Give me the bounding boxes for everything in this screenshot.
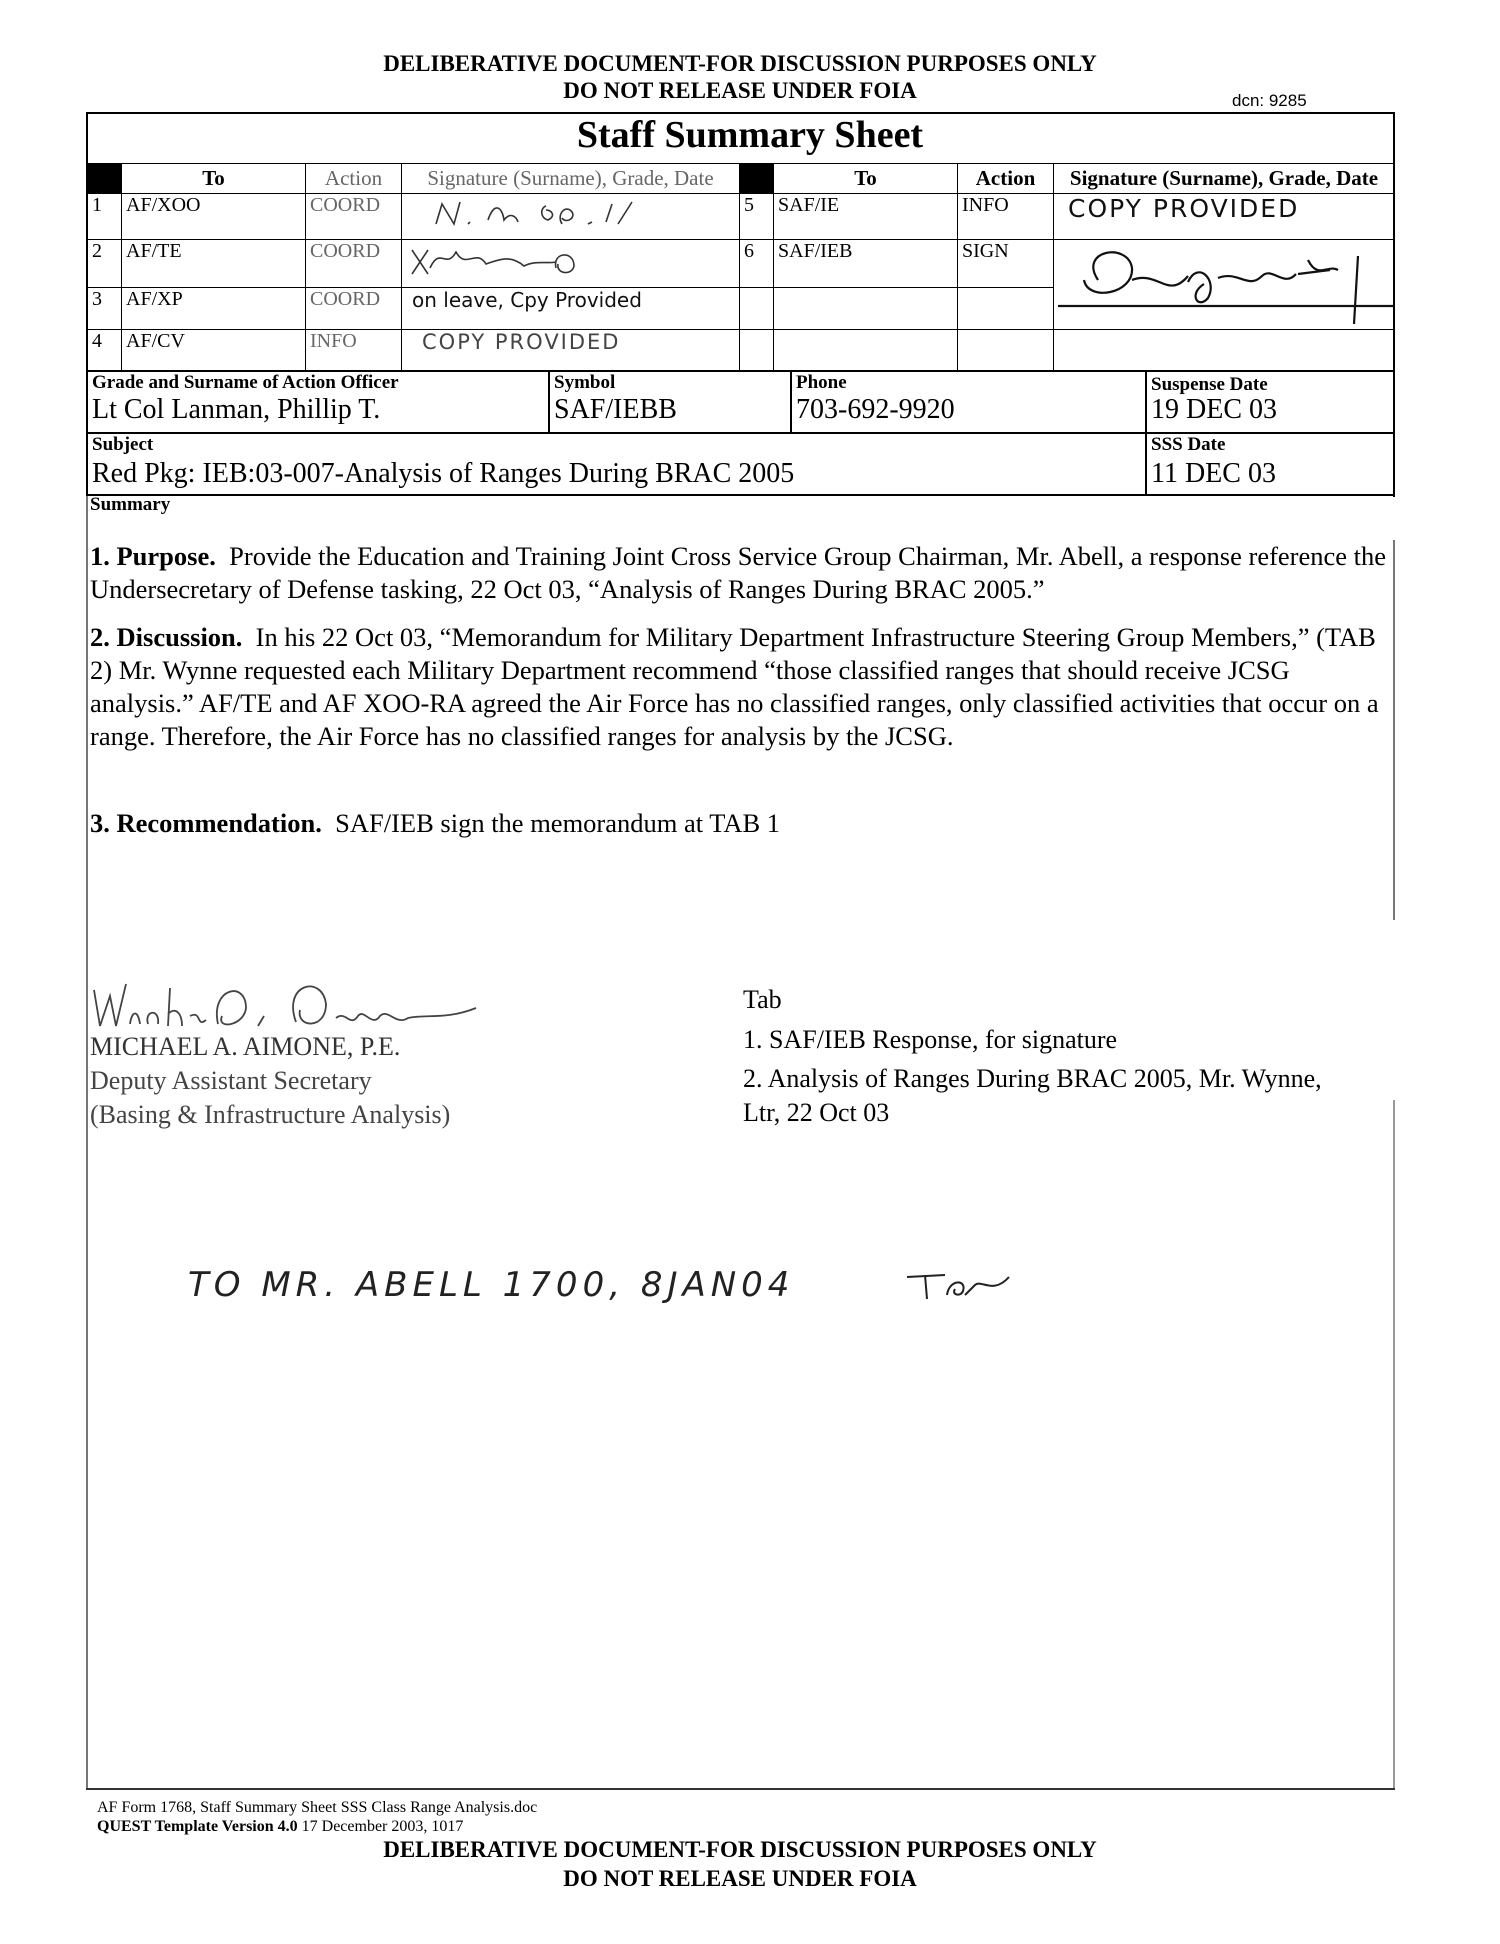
phone-box (790, 370, 1147, 434)
handwritten-routing-note: TO MR. ABELL 1700, 8JAN04 (188, 1265, 795, 1305)
routing-num: 6 (740, 240, 774, 288)
routing-empty (1054, 330, 1395, 371)
discussion-text: In his 22 Oct 03, “Memorandum for Military Department Infrastructure Steering Group Members,” (TAB 2) Mr. Wynne requested each Military Department recommend “those classified ranges that should receive JCSG analysis.” AF/TE and AF XOO-RA agreed the Air Force has no classified ranges, only classified activities that occur on a range. Therefore, the Air Force has no classified ranges for analysis by the JCSG. (90, 622, 1379, 751)
action-officer-value: Lt Col Lanman, Phillip T. (92, 394, 381, 425)
routing-action: SIGN (958, 240, 1054, 288)
routing-to: SAF/IE (774, 194, 958, 240)
dcn-number: dcn: 9285 (1232, 91, 1307, 110)
routing-signature-header-left: Signature (Surname), Grade, Date (402, 164, 740, 194)
discussion-heading: 2. Discussion. (90, 622, 243, 652)
routing-empty (774, 330, 958, 371)
recommendation-text: SAF/IEB sign the memorandum at TAB 1 (335, 808, 781, 838)
handwritten-signature (406, 240, 736, 280)
routing-num: 4 (88, 330, 122, 371)
routing-num-header-left (88, 164, 122, 194)
sss-date-value: 11 DEC 03 (1151, 458, 1276, 489)
suspense-date-label: Suspense Date (1151, 374, 1268, 395)
purpose-text: Provide the Education and Training Joint Cross Service Group Chairman, Mr. Abell, a response reference the Undersecretary of Defense tasking, 22 Oct 03, “Analysis of Ranges During BRAC 2005.” (90, 541, 1387, 604)
deliberative-footer-line2: DO NOT RELEASE UNDER FOIA (563, 1866, 917, 1891)
routing-empty (774, 287, 958, 329)
recommendation-paragraph (90, 807, 1390, 840)
phone-label: Phone (796, 372, 847, 393)
purpose-paragraph (90, 540, 1390, 606)
routing-action: COORD (306, 194, 402, 240)
routing-num: 3 (88, 287, 122, 329)
routing-to-header-left: To (122, 164, 306, 194)
routing-empty (958, 330, 1054, 371)
routing-signature-cell (402, 240, 740, 288)
routing-action: COORD (306, 240, 402, 288)
summary-label: Summary (90, 494, 171, 515)
footer-form-line: AF Form 1768, Staff Summary Sheet SSS Class Range Analysis.doc (97, 1799, 538, 1816)
action-officer-box (86, 370, 550, 434)
suspense-date-value: 19 DEC 03 (1151, 394, 1277, 425)
phone-value: 703-692-9920 (796, 394, 955, 425)
routing-signature-cell (1054, 240, 1395, 330)
summary-bottom-border (86, 1788, 1395, 1790)
routing-action-header-right: Action (958, 164, 1054, 194)
summary-left-border (86, 496, 88, 1789)
routing-empty (740, 287, 774, 329)
tab-label: Tab (743, 985, 782, 1014)
routing-to: AF/CV (122, 330, 306, 371)
tab-item-1: 1. SAF/IEB Response, for signature (743, 1025, 1118, 1054)
routing-to: AF/XP (122, 287, 306, 329)
footer-template-line (97, 1817, 463, 1836)
routing-to-header-right: To (774, 164, 958, 194)
action-officer-label: Grade and Surname of Action Officer (92, 372, 399, 393)
symbol-label: Symbol (554, 372, 616, 393)
deliberative-header-line2: DO NOT RELEASE UNDER FOIA (563, 78, 917, 103)
routing-num: 5 (740, 194, 774, 240)
signatory-office: (Basing & Infrastructure Analysis) (90, 1100, 451, 1129)
routing-empty (958, 287, 1054, 329)
suspense-date-box (1145, 370, 1395, 434)
footer-template-rest: 17 December 2003, 1017 (297, 1818, 464, 1835)
discussion-paragraph (90, 621, 1390, 753)
routing-num: 1 (88, 194, 122, 240)
tab-item-2: 2. Analysis of Ranges During BRAC 2005, Mr. Wynne, Ltr, 22 Oct 03 (743, 1064, 1322, 1127)
recommendation-heading: 3. Recommendation. (90, 808, 322, 838)
symbol-box (548, 370, 792, 434)
routing-num: 2 (88, 240, 122, 288)
subject-box (86, 432, 1147, 496)
handwritten-initials-note (905, 1265, 1015, 1305)
subject-label: Subject (92, 434, 154, 455)
form-title: Staff Summary Sheet (576, 114, 924, 156)
routing-num-header-right (740, 164, 774, 194)
handwritten-initials (406, 194, 736, 234)
routing-action: COORD (306, 287, 402, 329)
routing-action-header-left: Action (306, 164, 402, 194)
summary-right-border-lower (1393, 1100, 1395, 1789)
routing-to: SAF/IEB (774, 240, 958, 288)
routing-signature: COPY PROVIDED (402, 330, 740, 371)
routing-action: INFO (958, 194, 1054, 240)
routing-signature: COPY PROVIDED (1054, 194, 1395, 240)
routing-row (88, 240, 1395, 288)
routing-empty (740, 330, 774, 371)
deliberative-header-line1: DELIBERATIVE DOCUMENT-FOR DISCUSSION PURPOSES ONLY (383, 51, 1097, 76)
routing-row (88, 330, 1395, 371)
routing-signature-cell (402, 194, 740, 240)
routing-row (88, 194, 1395, 240)
routing-to: AF/TE (122, 240, 306, 288)
summary-right-border (1393, 540, 1395, 920)
subject-value: Red Pkg: IEB:03-007-Analysis of Ranges During BRAC 2005 (92, 458, 795, 489)
routing-signature: on leave, Cpy Provided (402, 287, 740, 329)
deliberative-footer-line1: DELIBERATIVE DOCUMENT-FOR DISCUSSION PURPOSES ONLY (383, 1837, 1097, 1862)
signatory-title: Deputy Assistant Secretary (90, 1066, 372, 1095)
routing-action: INFO (306, 330, 402, 371)
sss-date-box (1145, 432, 1395, 496)
footer-template-bold: QUEST Template Version 4.0 (97, 1818, 298, 1835)
signatory-name: MICHAEL A. AIMONE, P.E. (90, 1032, 401, 1061)
symbol-value: SAF/IEBB (554, 394, 677, 425)
routing-signature-header-right: Signature (Surname), Grade, Date (1054, 164, 1395, 194)
routing-header-row (88, 164, 1395, 194)
handwritten-signature (1058, 240, 1394, 324)
routing-table (87, 163, 1395, 371)
sss-date-label: SSS Date (1151, 434, 1226, 455)
purpose-heading: 1. Purpose. (90, 541, 216, 571)
routing-to: AF/XOO (122, 194, 306, 240)
